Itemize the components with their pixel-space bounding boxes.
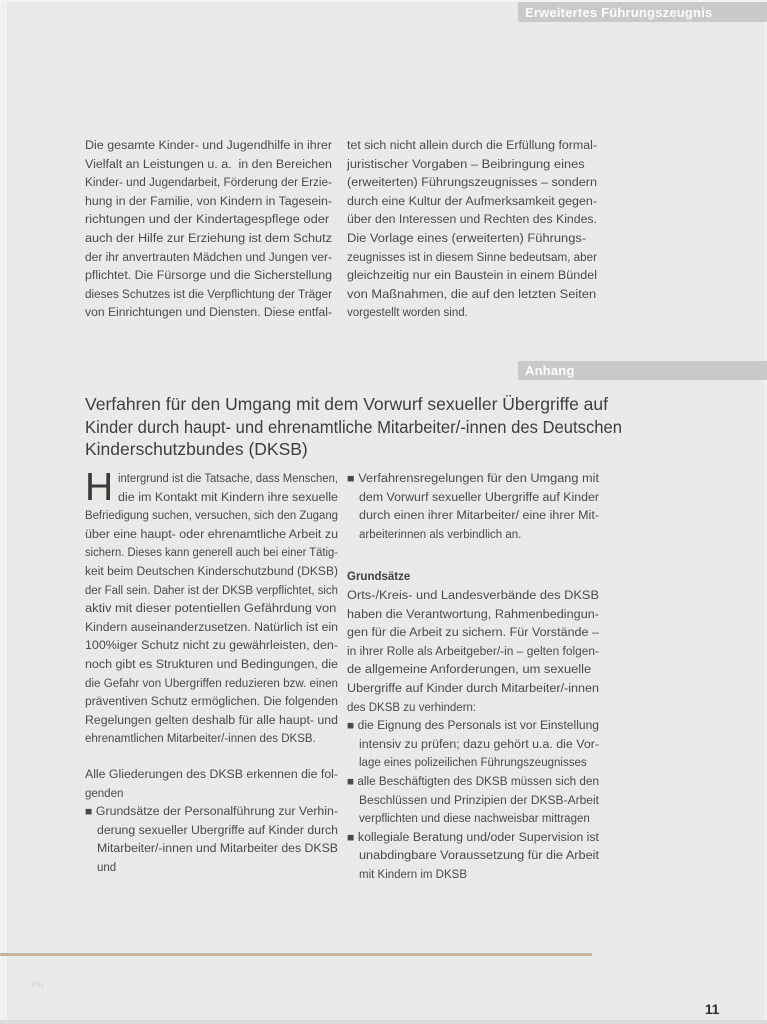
- section-column-right: [347, 470, 599, 884]
- text-line: keit beim Deutschen Kinderschutzbund (DKSB): [85, 565, 338, 578]
- text-line: tet sich nicht allein durch die Erfüllung formal-: [347, 140, 597, 152]
- subheading-text: Grundsätze: [347, 571, 411, 584]
- text-line: vorgestellt worden sind.: [347, 307, 468, 320]
- bullet-line: ■ Grundsätze der Personalführung zur Verhin-: [85, 806, 338, 819]
- text-line: Alle Gliederungen des DKSB erkennen die fol-: [85, 768, 338, 781]
- bullet-line: Mitarbeiter/-innen und Mitarbeiter des DKSB: [97, 843, 338, 856]
- paragraph-gap: [347, 544, 599, 568]
- bullet-line: mit Kindern im DKSB: [359, 868, 468, 881]
- text-line: intergrund ist die Tatsache, dass Menschen,: [118, 473, 338, 485]
- text-line: zeugnisses ist in diesem Sinne bedeutsam, aber: [347, 251, 597, 264]
- text-line: Regelungen gelten deshalb für alle haupt- und: [85, 714, 338, 727]
- text-line: aktiv mit dieser potentiellen Gefährdung von: [85, 603, 337, 616]
- title-line: Kinderschutzbundes (DKSB): [85, 439, 308, 459]
- chapter-header-band: [518, 2, 767, 22]
- dropcap-letter: H: [85, 466, 114, 509]
- text-line: Kindern auseinanderzusetzen. Natürlich ist ein: [85, 621, 338, 634]
- text-line: dieses Schutzes ist die Verpflichtung der Träger: [85, 288, 332, 301]
- text-line: Befriedigung suchen, versuchen, sich den Zugang: [85, 510, 338, 523]
- paragraph-gap: [85, 749, 338, 766]
- text-line: noch gibt es Strukturen und Bedingungen, die: [85, 658, 338, 671]
- bullet-line: verpflichten und diese nachweisbar mittragen: [359, 813, 590, 826]
- text-line: durch eine Kultur der Aufmerksamkeit gegen-: [347, 195, 597, 208]
- footer-accent-line: [0, 953, 592, 956]
- bullet-line: ■ kollegiale Beratung und/oder Supervision ist: [347, 831, 599, 844]
- text-line: auch der Hilfe zur Erziehung ist dem Schutz: [85, 232, 332, 245]
- text-line: genden: [85, 787, 124, 800]
- anhang-header-band: [518, 361, 767, 380]
- footer-mark: Hu: [32, 979, 44, 989]
- page-edge-left: [0, 0, 7, 1024]
- anhang-header-label: Anhang: [525, 363, 575, 378]
- page-edge-bottom: [0, 1020, 767, 1024]
- bullet-line: unabdingbare Voraussetzung für die Arbeit: [359, 850, 599, 863]
- text-line: über eine haupt- oder ehrenamtliche Arbeit zu: [85, 528, 338, 541]
- text-line: gen für die Arbeit zu sichern. Für Vorstände –: [347, 627, 599, 640]
- text-line: pflichtet. Die Fürsorge und die Sicherstellung: [85, 270, 332, 283]
- chapter-header-label: Erweitertes Führungszeugnis: [525, 4, 713, 20]
- text-line: die im Kontakt mit Kindern ihre sexuelle: [118, 491, 338, 504]
- bullet-line: arbeiterinnen als verbindlich an.: [359, 528, 522, 541]
- text-line: in ihrer Rolle als Arbeitgeber/-in – gelten folgen-: [347, 645, 599, 658]
- bullet-line: ■ Verfahrensregelungen für den Umgang mit: [347, 473, 599, 485]
- section-column-left: [85, 466, 338, 877]
- text-line: 100%iger Schutz nicht zu gewährleisten, den-: [85, 640, 338, 653]
- section-title: [85, 393, 622, 461]
- text-line: Die Vorlage eines (erweiterten) Führungs-: [347, 232, 587, 245]
- title-line: Kinder durch haupt- und ehrenamtliche Mitarbeiter/-innen des Deutschen: [85, 416, 622, 437]
- bullet-line: und: [97, 861, 117, 874]
- text-line: hung in der Familie, von Kindern in Tagesein-: [85, 195, 332, 208]
- text-line: richtungen und der Kindertagespflege oder: [85, 214, 330, 227]
- bullet-line: ■ alle Beschäftigten des DKSB müssen sich den: [347, 775, 599, 788]
- text-line: Orts-/Kreis- und Landesverbände des DKSB: [347, 589, 599, 602]
- text-line: von Maßnahmen, die auf den letzten Seiten: [347, 288, 597, 301]
- bullet-line: derung sexueller Übergriffe auf Kinder durch: [97, 824, 338, 837]
- bullet-line: ■ die Eignung des Personals ist vor Einstellung: [347, 720, 599, 733]
- intro-column-right: [347, 137, 597, 323]
- bullet-line: durch einen ihrer Mitarbeiter/ eine ihrer Mit-: [359, 510, 599, 523]
- page-number: 11: [705, 1002, 720, 1017]
- text-line: Kinder- und Jugendarbeit, Förderung der Erzie-: [85, 177, 332, 190]
- text-line: Die gesamte Kinder- und Jugendhilfe in ihrer: [85, 140, 332, 152]
- text-line: (erweiterten) Führungszeugnisses – sondern: [347, 177, 597, 190]
- text-line: gleichzeitig nur ein Baustein in einem Bündel: [347, 270, 597, 283]
- text-line: der Fall sein. Daher ist der DKSB verpflichtet, sich: [85, 584, 338, 597]
- text-line: über den Interessen und Rechten des Kindes.: [347, 214, 597, 227]
- text-line: des DKSB zu verhindern:: [347, 701, 477, 714]
- text-line: ehrenamtlichen Mitarbeiter/-innen des DKSB.: [85, 733, 316, 746]
- text-line: juristischer Vorgaben – Beibringung eines: [347, 158, 585, 171]
- text-line: sichern. Dieses kann generell auch bei einer Tätig-: [85, 547, 338, 560]
- text-line: haben die Verantwortung, Rahmenbedingun-: [347, 608, 599, 621]
- text-line: Übergriffe auf Kinder durch Mitarbeiter/-innen: [347, 682, 599, 695]
- intro-column-left: [85, 137, 332, 323]
- bullet-line: Beschlüssen und Prinzipien der DKSB-Arbeit: [359, 794, 599, 807]
- bullet-line: intensiv zu prüfen; dazu gehört u.a. die Vor-: [359, 738, 599, 751]
- title-line: Verfahren für den Umgang mit dem Vorwurf sexueller Übergriffe auf: [85, 394, 608, 414]
- bullet-line: lage eines polizeilichen Führungszeugnisses: [359, 757, 587, 770]
- text-line: Vielfalt an Leistungen u. a. in den Bereichen: [85, 158, 332, 171]
- text-line: präventiven Schutz ermöglichen. Die folgenden: [85, 696, 338, 709]
- text-line: der ihr anvertrauten Mädchen und Jungen ver-: [85, 251, 332, 264]
- text-line: von Einrichtungen und Diensten. Diese entfal-: [85, 307, 332, 320]
- text-line: de allgemeine Anforderungen, um sexuelle: [347, 664, 592, 677]
- text-line: die Gefahr von Übergriffen reduzieren bzw. einen: [85, 677, 338, 690]
- bullet-line: dem Vorwurf sexueller Übergriffe auf Kinder: [359, 491, 599, 504]
